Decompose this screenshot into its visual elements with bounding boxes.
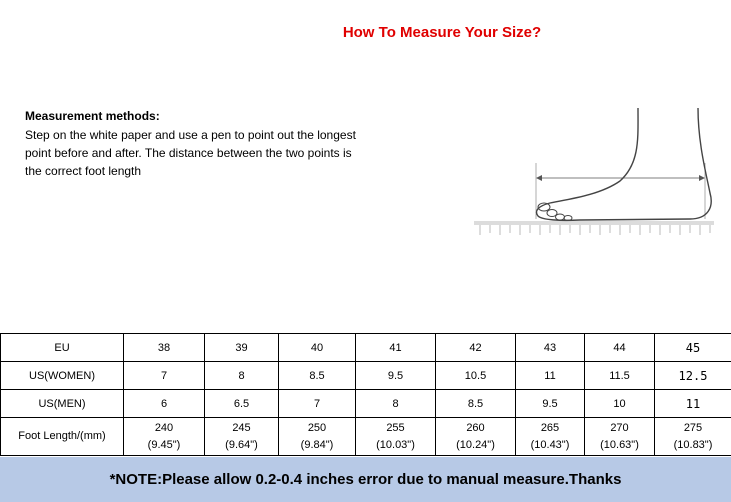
size-cell: 39 bbox=[205, 334, 279, 362]
size-cell: 6.5 bbox=[205, 390, 279, 418]
foot-length-mm: 275 bbox=[683, 421, 703, 434]
method-heading: Measurement methods: bbox=[25, 109, 160, 123]
foot-length-inches: (10.24") bbox=[456, 438, 495, 451]
foot-length-cell bbox=[356, 418, 436, 456]
size-cell: 7 bbox=[124, 362, 205, 390]
foot-length-cell bbox=[436, 418, 516, 456]
foot-length-cell bbox=[279, 418, 356, 456]
row-label: Foot Length/(mm) bbox=[1, 418, 124, 456]
method-line: Step on the white paper and use a pen to point out the longest bbox=[25, 128, 356, 142]
size-cell: 9.5 bbox=[516, 390, 585, 418]
foot-length-inches: (10.03") bbox=[376, 438, 415, 451]
size-cell: 6 bbox=[124, 390, 205, 418]
size-cell: 10 bbox=[585, 390, 655, 418]
foot-length-inches: (9.64") bbox=[225, 438, 258, 451]
table-row bbox=[1, 362, 731, 390]
foot-length-mm: 255 bbox=[386, 421, 405, 434]
foot-length-inches: (10.83") bbox=[673, 438, 713, 451]
foot-measure-illustration bbox=[470, 103, 720, 243]
foot-length-inches: (9.45") bbox=[147, 438, 181, 451]
table-row bbox=[1, 418, 731, 456]
foot-length-inches: (10.43") bbox=[530, 438, 570, 451]
method-description bbox=[25, 126, 405, 180]
size-cell: 11 bbox=[516, 362, 585, 390]
size-cell: 12.5 bbox=[655, 362, 731, 390]
size-cell: 11.5 bbox=[585, 362, 655, 390]
size-cell: 38 bbox=[124, 334, 205, 362]
note-banner: *NOTE:Please allow 0.2-0.4 inches error due to manual measure.Thanks bbox=[0, 457, 731, 502]
size-cell: 40 bbox=[279, 334, 356, 362]
size-cell: 8.5 bbox=[279, 362, 356, 390]
size-cell: 8 bbox=[205, 362, 279, 390]
foot-length-mm: 245 bbox=[232, 421, 251, 434]
foot-length-cell bbox=[205, 418, 279, 456]
method-line: the correct foot length bbox=[25, 164, 142, 178]
method-line: point before and after. The distance between the two points is bbox=[25, 146, 352, 160]
size-cell: 8.5 bbox=[436, 390, 516, 418]
foot-length-mm: 270 bbox=[610, 421, 629, 434]
foot-length-cell bbox=[124, 418, 205, 456]
size-cell: 44 bbox=[585, 334, 655, 362]
foot-length-cell bbox=[655, 418, 731, 456]
row-label: US(MEN) bbox=[1, 390, 124, 418]
table-row bbox=[1, 334, 731, 362]
size-chart-table bbox=[0, 333, 731, 456]
size-cell: 8 bbox=[356, 390, 436, 418]
foot-length-mm: 260 bbox=[466, 421, 485, 434]
size-cell: 41 bbox=[356, 334, 436, 362]
foot-length-mm: 265 bbox=[540, 421, 560, 434]
size-cell: 42 bbox=[436, 334, 516, 362]
row-label: EU bbox=[1, 334, 124, 362]
foot-length-mm: 250 bbox=[307, 421, 327, 434]
row-label: US(WOMEN) bbox=[1, 362, 124, 390]
size-cell: 9.5 bbox=[356, 362, 436, 390]
foot-length-inches: (9.84") bbox=[300, 438, 334, 451]
foot-length-inches: (10.63") bbox=[600, 438, 639, 451]
size-cell: 7 bbox=[279, 390, 356, 418]
foot-length-cell bbox=[516, 418, 585, 456]
size-cell: 11 bbox=[655, 390, 731, 418]
foot-length-cell bbox=[585, 418, 655, 456]
size-cell: 45 bbox=[655, 334, 731, 362]
foot-length-mm: 240 bbox=[154, 421, 174, 434]
table-row bbox=[1, 390, 731, 418]
size-cell: 10.5 bbox=[436, 362, 516, 390]
page-title: How To Measure Your Size? bbox=[342, 24, 542, 41]
size-cell: 43 bbox=[516, 334, 585, 362]
